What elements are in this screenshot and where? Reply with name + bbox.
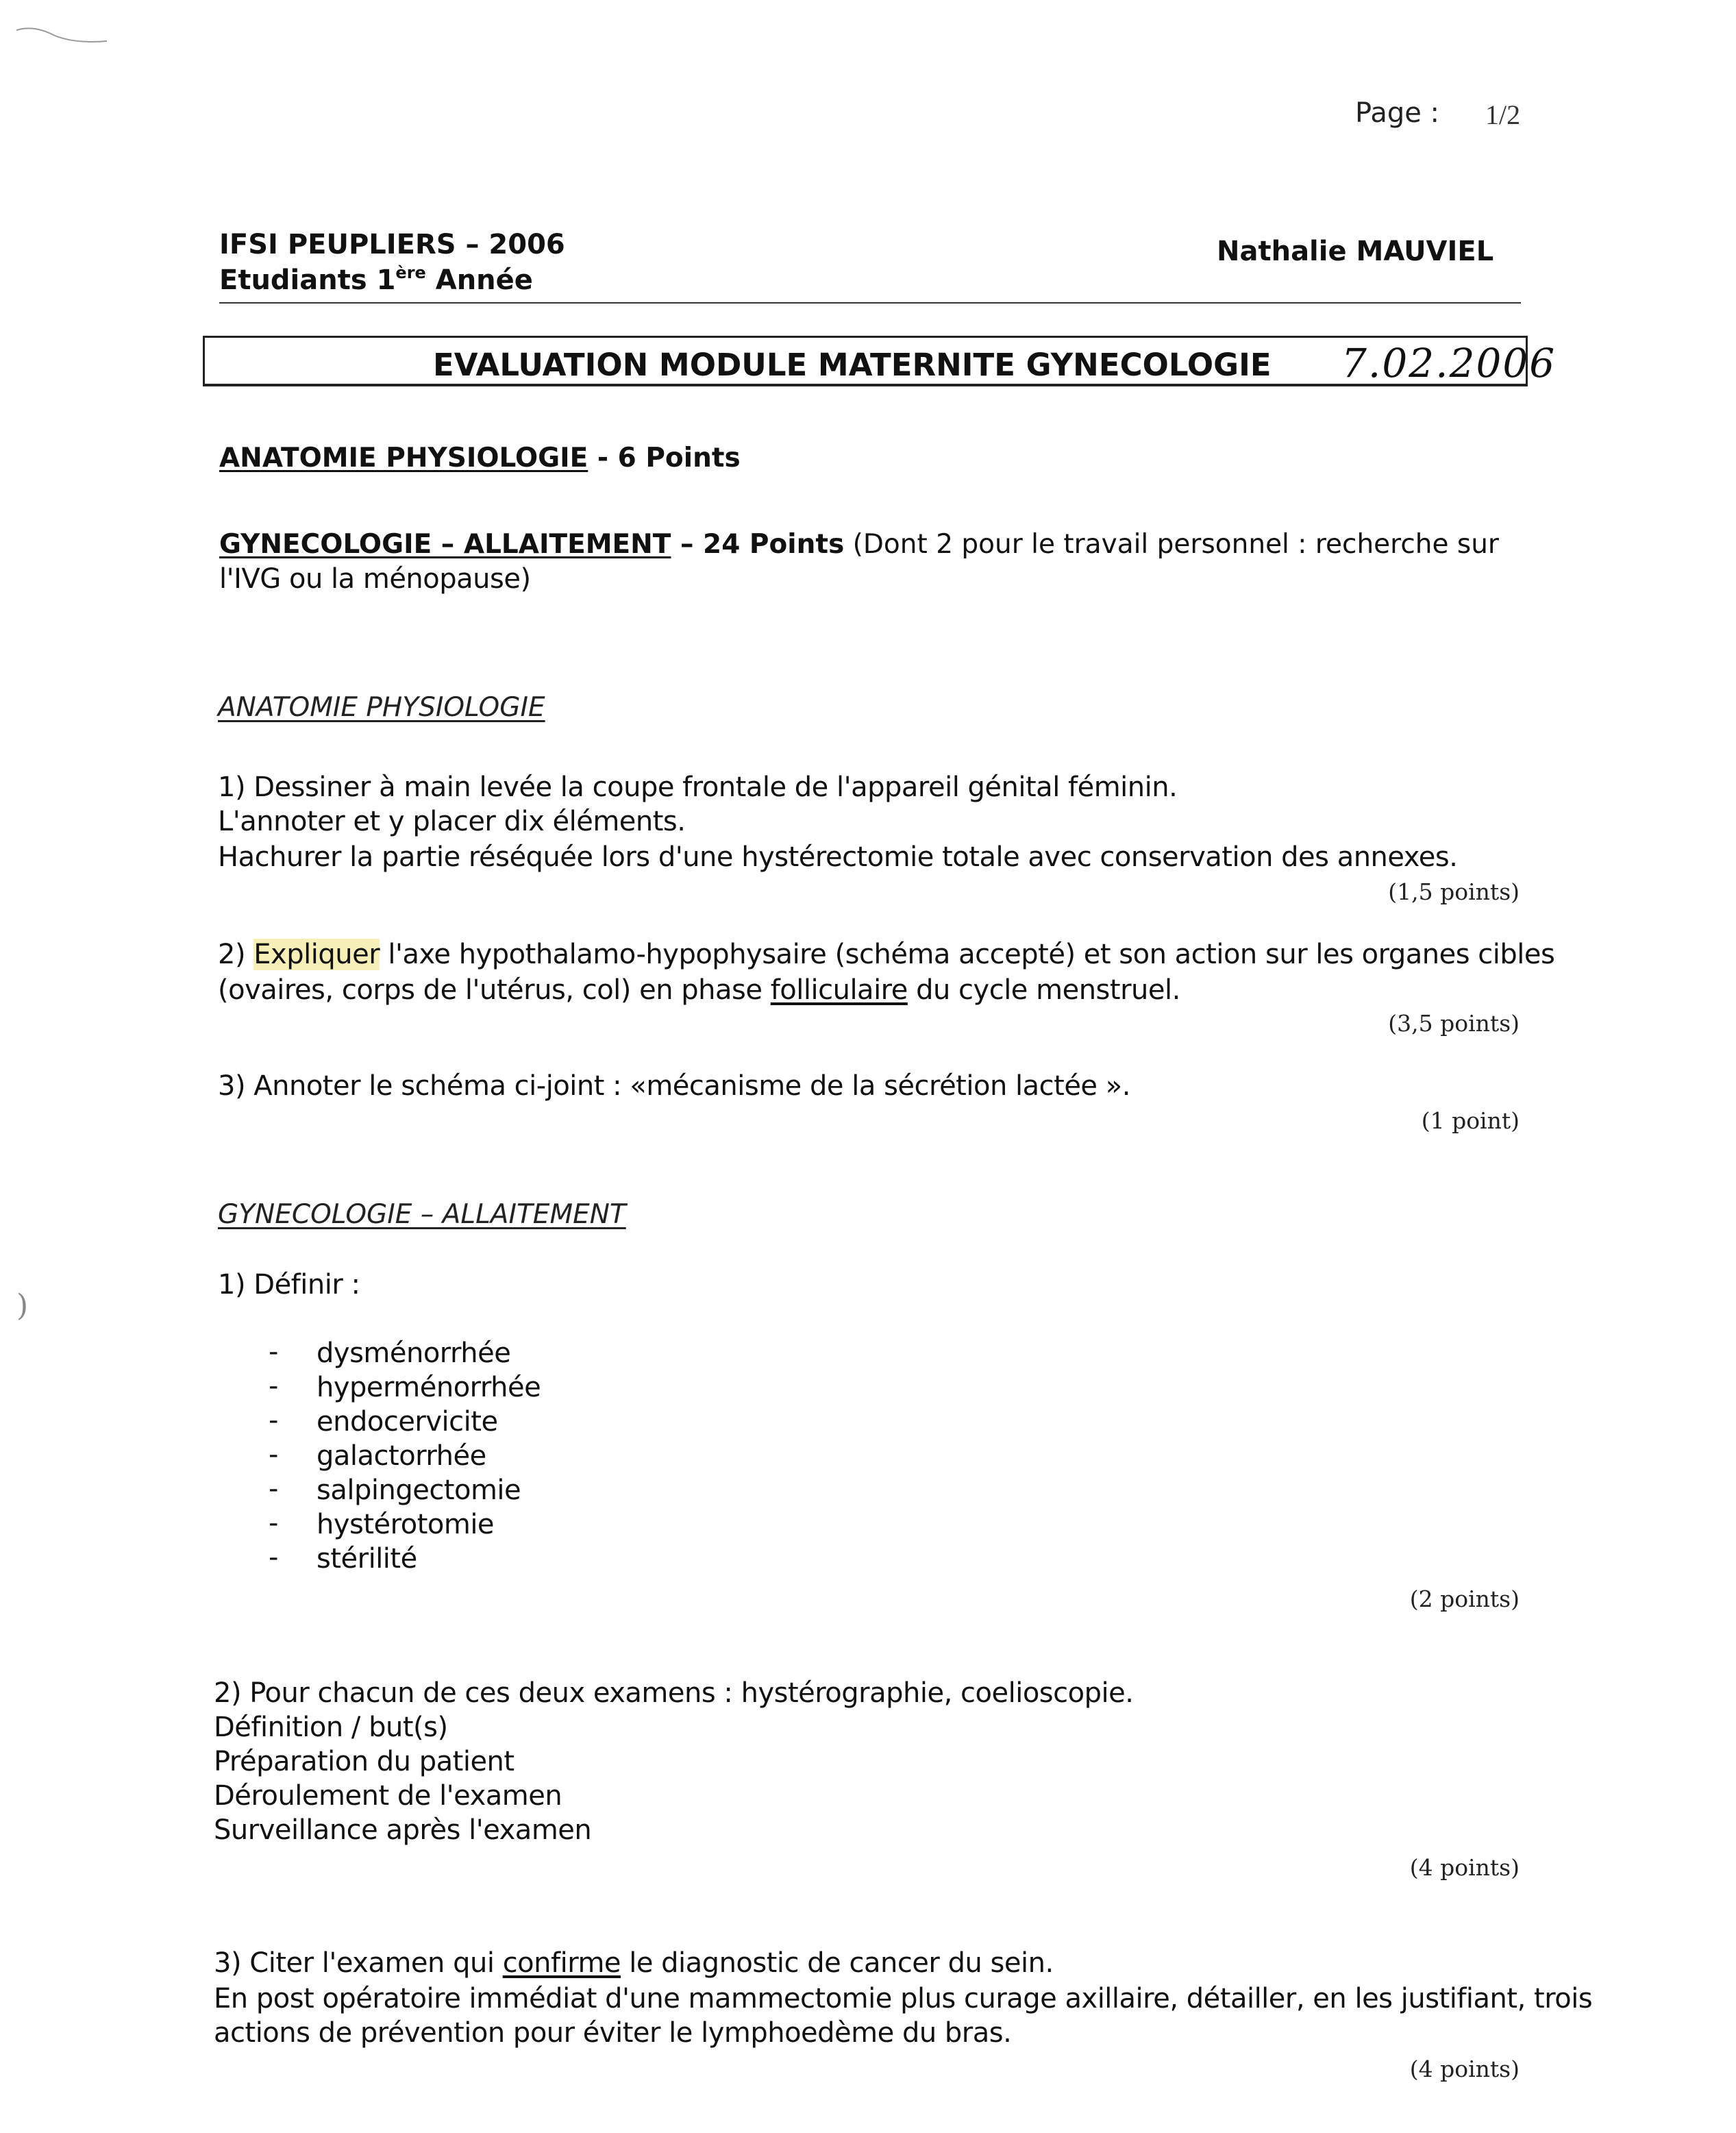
p1-q2-line1-rest: l'axe hypothalamo-hypophysaire (schéma accepté) et son action sur les organes cibles	[380, 939, 1555, 970]
p2-q2-line4: Déroulement de l'examen	[214, 1780, 562, 1812]
list-item: endocervicite	[317, 1406, 498, 1438]
p2-q1-points: (2 points)	[1409, 1586, 1520, 1612]
p2-q1-line1: 1) Définir :	[218, 1269, 360, 1300]
list-bullet: -	[269, 1473, 279, 1505]
p2-q2-points: (4 points)	[1409, 1854, 1520, 1881]
p2-q3-line1	[214, 1947, 1054, 1979]
p1-q2-line1	[218, 939, 1554, 970]
p1-q3-points: (1 point)	[1421, 1107, 1520, 1134]
p2-q3-line1-underlined: confirme	[502, 1947, 621, 1979]
scan-edge-mark: )	[16, 1288, 29, 1323]
p2-q3-line3: actions de prévention pour éviter le lymphoedème du bras.	[214, 2017, 1012, 2049]
p2-q3-line1-a: 3) Citer l'examen qui	[214, 1947, 503, 1979]
summary-section-2	[219, 529, 1499, 560]
student-year-suffix: Année	[425, 264, 533, 296]
summary-section-2-note-cont: l'IVG ou la ménopause)	[219, 563, 531, 595]
p1-q1-line3: Hachurer la partie réséquée lors d'une hystérectomie totale avec conservation des annexes.	[218, 841, 1458, 873]
p2-q3-points: (4 points)	[1409, 2056, 1520, 2082]
p1-q2-highlight: Expliquer	[253, 939, 380, 970]
list-item: dysménorrhée	[317, 1337, 511, 1369]
p2-q3-line1-b: le diagnostic de cancer du sein.	[621, 1947, 1054, 1979]
p1-q2-line2-underlined: folliculaire	[770, 974, 908, 1006]
summary-section-2-note: (Dont 2 pour le travail personnel : recherche sur	[844, 529, 1499, 560]
page-label: Page :	[1355, 97, 1440, 129]
p1-q2-line2-b: du cycle menstruel.	[907, 974, 1180, 1006]
list-item: galactorrhée	[317, 1440, 486, 1472]
header-divider	[219, 302, 1521, 304]
student-year-prefix: Etudiants 1	[219, 264, 396, 296]
summary-section-2-points: – 24 Points	[671, 529, 845, 560]
handwritten-date: 7.02.2006	[1341, 340, 1557, 386]
scan-artifact-mark	[14, 21, 110, 45]
p2-q2-line1: 2) Pour chacun de ces deux examens : hystérographie, coelioscopie.	[214, 1677, 1134, 1709]
author-name: Nathalie MAUVIEL	[1217, 236, 1494, 267]
list-bullet: -	[269, 1507, 279, 1539]
p2-q3-line2: En post opératoire immédiat d'une mammectomie plus curage axillaire, détailler, en les justifiant, trois	[214, 1983, 1593, 2014]
p1-q2-points: (3,5 points)	[1388, 1010, 1520, 1037]
list-bullet: -	[269, 1405, 279, 1436]
p2-q2-line3: Préparation du patient	[214, 1746, 514, 1777]
summary-section-2-name: GYNECOLOGIE – ALLAITEMENT	[219, 529, 671, 560]
list-item: salpingectomie	[317, 1475, 521, 1506]
summary-section-1	[219, 443, 741, 473]
p1-q3-line1: 3) Annoter le schéma ci-joint : «mécanisme de la sécrétion lactée ».	[218, 1070, 1130, 1102]
list-bullet: -	[269, 1370, 279, 1402]
p1-q1-line2: L'annoter et y placer dix éléments.	[218, 806, 686, 837]
student-year-sup: ère	[395, 263, 426, 282]
p1-q2-line2	[218, 974, 1180, 1006]
summary-section-1-name: ANATOMIE PHYSIOLOGIE	[219, 443, 588, 473]
p2-q2-line5: Surveillance après l'examen	[214, 1814, 592, 1846]
student-year	[219, 263, 533, 296]
list-item: stérilité	[317, 1543, 417, 1575]
p1-q1-line1: 1) Dessiner à main levée la coupe frontale de l'appareil génital féminin.	[218, 772, 1178, 803]
page-title: EVALUATION MODULE MATERNITE GYNECOLOGIE	[433, 347, 1272, 383]
list-bullet: -	[269, 1439, 279, 1470]
p1-q2-prefix: 2)	[218, 939, 254, 970]
p2-q2-line2: Définition / but(s)	[214, 1712, 448, 1743]
list-item: hystérotomie	[317, 1509, 495, 1540]
list-item: hyperménorrhée	[317, 1372, 541, 1403]
school-name: IFSI PEUPLIERS – 2006	[219, 229, 565, 260]
part2-heading: GYNECOLOGIE – ALLAITEMENT	[218, 1199, 626, 1230]
list-bullet: -	[269, 1336, 279, 1368]
part1-heading: ANATOMIE PHYSIOLOGIE	[218, 692, 545, 723]
list-bullet: -	[269, 1542, 279, 1573]
p1-q2-line2-a: (ovaires, corps de l'utérus, col) en phase	[218, 974, 771, 1006]
p1-q1-points: (1,5 points)	[1388, 878, 1520, 905]
summary-section-1-points: - 6 Points	[588, 443, 741, 473]
page-number: 1/2	[1485, 99, 1521, 130]
